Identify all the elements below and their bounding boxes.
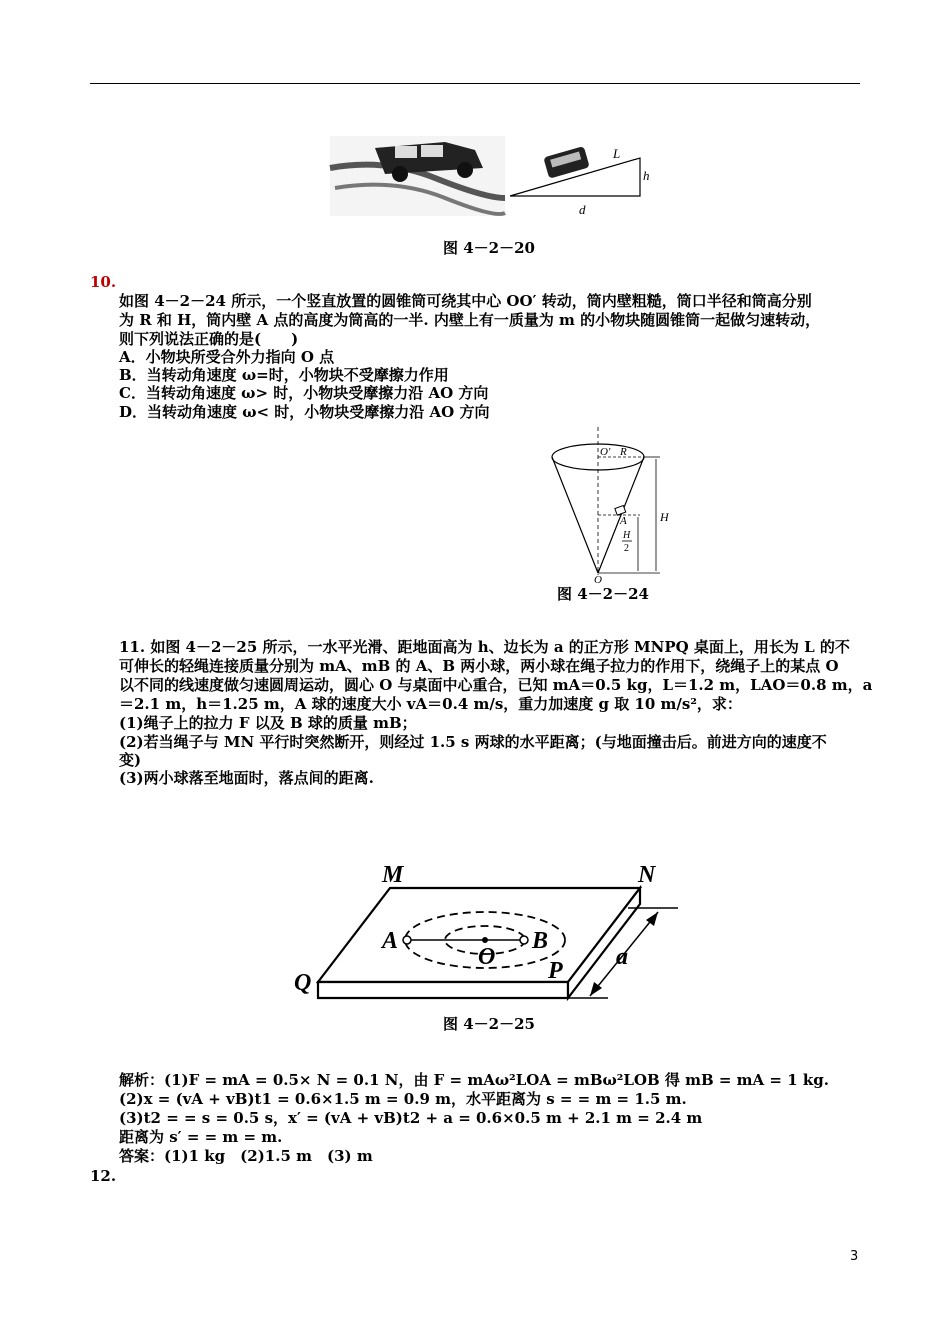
q11-part-2: (2)若当绳子与 MN 平行时突然断开，则经过 1.5 s 两球的水平距离；(与地面撞击后。前进方向的速度不 <box>119 733 827 751</box>
label-H: H <box>660 510 669 524</box>
solution-line-4: 距离为 s′ = = m = m. <box>119 1128 283 1146</box>
label-h: h <box>643 168 650 183</box>
label-a: a <box>616 944 628 970</box>
q10-line: 则下列说法正确的是( ) <box>119 330 299 348</box>
label-Q: Q <box>294 970 312 996</box>
caption-fig-4-2-25: 图 4－2－25 <box>443 1015 535 1033</box>
label-O: O <box>594 574 602 585</box>
solution-line-1: 解析：(1)F = mA = 0.5× N = 0.1 N，由 F = mAω²LOA = mBω²LOB 得 mB = mA = 1 kg. <box>119 1071 829 1089</box>
q11-line: 以不同的线速度做匀速圆周运动，圆心 O 与桌面中心重合，已知 mA＝0.5 kg，L＝1.2 m，LAO＝0.8 m，a <box>119 676 873 694</box>
label-L: L <box>613 146 621 161</box>
answer-line: 答案：(1)1 kg (2)1.5 m (3) m <box>119 1147 373 1165</box>
header-rule <box>90 83 860 84</box>
solution-line-2: (2)x = (vA + vB)t1 = 0.6×1.5 m = 0.9 m，水平距离为 s = = m = 1.5 m. <box>119 1090 687 1108</box>
label-O-prime: O′ <box>600 446 611 458</box>
q10-line: 为 R 和 H，筒内壁 A 点的高度为筒高的一半. 内壁上有一质量为 m 的小物块随圆锥筒一起做匀速转动， <box>119 311 821 329</box>
q10-line: 如图 4－2－24 所示，一个竖直放置的圆锥筒可绕其中心 OO′ 转动，筒内壁粗糙，筒口半径和筒高分别 <box>119 292 812 310</box>
question-10-number: 10. <box>90 273 117 291</box>
page-number: 3 <box>850 1249 859 1264</box>
q11-line: ＝2.1 m，h＝1.25 m，A 球的速度大小 vA＝0.4 m/s，重力加速度 g 取 10 m/s²，求： <box>119 695 742 713</box>
label-O: O <box>478 944 496 970</box>
question-12-number: 12. <box>90 1167 117 1185</box>
label-N: N <box>638 862 656 888</box>
caption-fig-4-2-24: 图 4－2－24 <box>557 585 649 603</box>
label-R: R <box>620 446 627 458</box>
incline-diagram <box>510 146 650 217</box>
q11-part-1: (1)绳子上的拉力 F 以及 B 球的质量 mB； <box>119 714 417 732</box>
q11-part-2-cont: 变) <box>119 751 142 769</box>
caption-fig-4-2-20: 图 4－2－20 <box>443 239 535 257</box>
label-H-half-den: 2 <box>624 543 629 554</box>
car-photo <box>330 136 505 216</box>
q10-option-d: D．当转动角速度 ω< 时，小物块受摩擦力沿 AO 方向 <box>119 403 490 421</box>
q10-option-b: B．当转动角速度 ω=时，小物块不受摩擦力作用 <box>119 366 449 384</box>
q10-option-a: A．小物块所受合外力指向 O 点 <box>119 348 335 366</box>
solution-line-3: (3)t2 = = s = 0.5 s，x′ = (vA + vB)t2 + a = 0.6×0.5 m + 2.1 m = 2.4 m <box>119 1109 703 1127</box>
q11-line: 可伸长的轻绳连接质量分别为 mA、mB 的 A、B 两小球，两小球在绳子拉力的作用下，绕绳子上的某点 O <box>119 657 839 675</box>
q11-line: 11. 如图 4－2－25 所示，一水平光滑、距地面高为 h、边长为 a 的正方形 MNPQ 桌面上，用长为 L 的不 <box>119 638 850 656</box>
figure-4-2-25-table <box>290 858 690 1008</box>
label-d: d <box>579 202 586 217</box>
figure-4-2-24-cone <box>540 425 680 585</box>
label-A: A <box>620 515 627 527</box>
q11-part-3: (3)两小球落至地面时，落点间的距离. <box>119 769 374 787</box>
label-B: B <box>532 928 549 954</box>
label-P: P <box>548 958 563 984</box>
label-H-half-num: H <box>623 530 631 541</box>
q10-option-c: C．当转动角速度 ω> 时，小物块受摩擦力沿 AO 方向 <box>119 384 489 402</box>
figure-4-2-20 <box>325 128 665 218</box>
label-M: M <box>382 862 404 888</box>
label-A: A <box>382 928 399 954</box>
